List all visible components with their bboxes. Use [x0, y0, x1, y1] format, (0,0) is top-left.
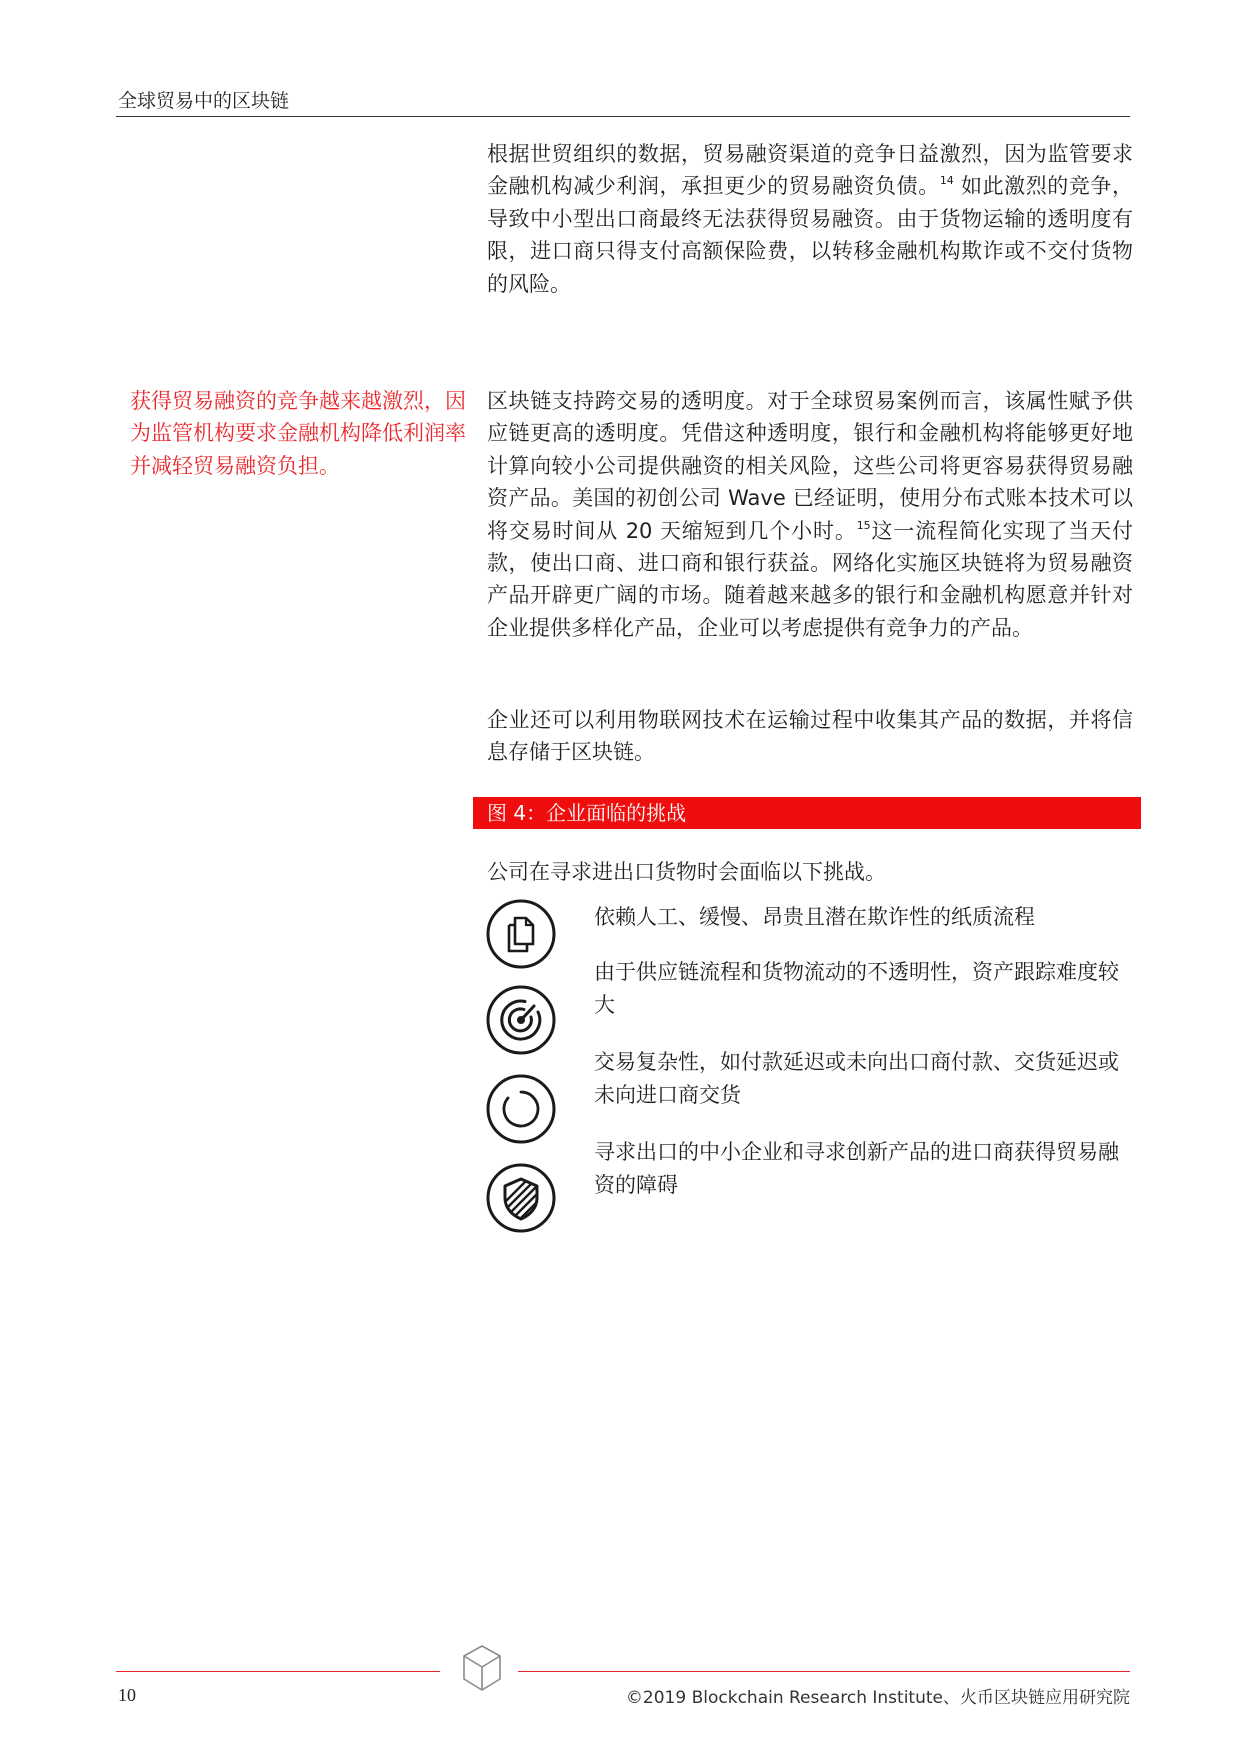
footnote-ref-15[interactable]: 15: [856, 518, 871, 532]
pull-quote: 获得贸易融资的竞争越来越激烈，因为监管机构要求金融机构降低利润率并减轻贸易融资负担。: [130, 389, 466, 478]
header-divider: [116, 116, 1130, 117]
running-header: 全球贸易中的区块链: [118, 90, 290, 112]
copyright-notice: ©2019 Blockchain Research Institute、火币区块链应用研究院: [625, 1688, 1130, 1708]
figure-title-banner: 图 4：企业面临的挑战: [473, 797, 1141, 829]
paragraph-1-text: 根据世贸组织的数据，贸易融资渠道的竞争日益激烈，因为监管要求金融机构减少利润，承担更少的贸易融资负债。: [487, 142, 1133, 199]
documents-icon: [485, 898, 557, 970]
paragraph-2-text: 区块链支持跨交易的透明度。对于全球贸易案例而言，该属性赋予供应链更高的透明度。凭借这种透明度，银行和金融机构将能够更好地计算向较小公司提供融资的相关风险，这些公司将更容易获得贸易融资产品。美国的初创公司 Wave 已经证明，使用分布式账本技术可以将交易时间从 20 天缩短到几个小时。: [487, 389, 1133, 543]
challenge-item-4: 寻求出口的中小企业和寻求创新产品的进口商获得贸易融资的障碍: [594, 1140, 1119, 1197]
challenge-item-2: 由于供应链流程和货物流动的不透明性，资产跟踪难度较大: [594, 960, 1119, 1017]
loading-circle-icon: [485, 1073, 557, 1145]
challenge-item-3: 交易复杂性，如付款延迟或未向出口商付款、交货延迟或未向进口商交货: [594, 1050, 1119, 1107]
paragraph-1-text-cont: 如此激烈的竞争，导致中小型出口商最终无法获得贸易融资。由于货物运输的透明度有限，进口商只得支付高额保险费，以转移金融机构欺诈或不交付货物的风险。: [487, 174, 1133, 296]
figure-intro: 公司在寻求进出口货物时会面临以下挑战。: [487, 860, 886, 884]
cube-icon: [460, 1643, 504, 1693]
footer-divider-left: [116, 1671, 440, 1672]
paragraph-2-text-cont: 这一流程简化实现了当天付款，使出口商、进口商和银行获益。网络化实施区块链将为贸易融资产品开辟更广阔的市场。随着越来越多的银行和金融机构愿意并针对企业提供多样化产品，企业可以考虑提供有竞争力的产品。: [487, 518, 1133, 640]
paragraph-3: 企业还可以利用物联网技术在运输过程中收集其产品的数据，并将信息存储于区块链。: [487, 708, 1133, 765]
radar-icon: [485, 984, 557, 1056]
footer-divider-right: [518, 1671, 1130, 1672]
paragraph-1: [487, 138, 1133, 300]
footnote-ref-14[interactable]: 14: [939, 174, 954, 188]
page-number: 10: [118, 1685, 136, 1705]
paragraph-2: [487, 385, 1133, 644]
challenge-item-1: 依赖人工、缓慢、昂贵且潜在欺诈性的纸质流程: [594, 905, 1035, 929]
shield-icon: [485, 1162, 557, 1234]
